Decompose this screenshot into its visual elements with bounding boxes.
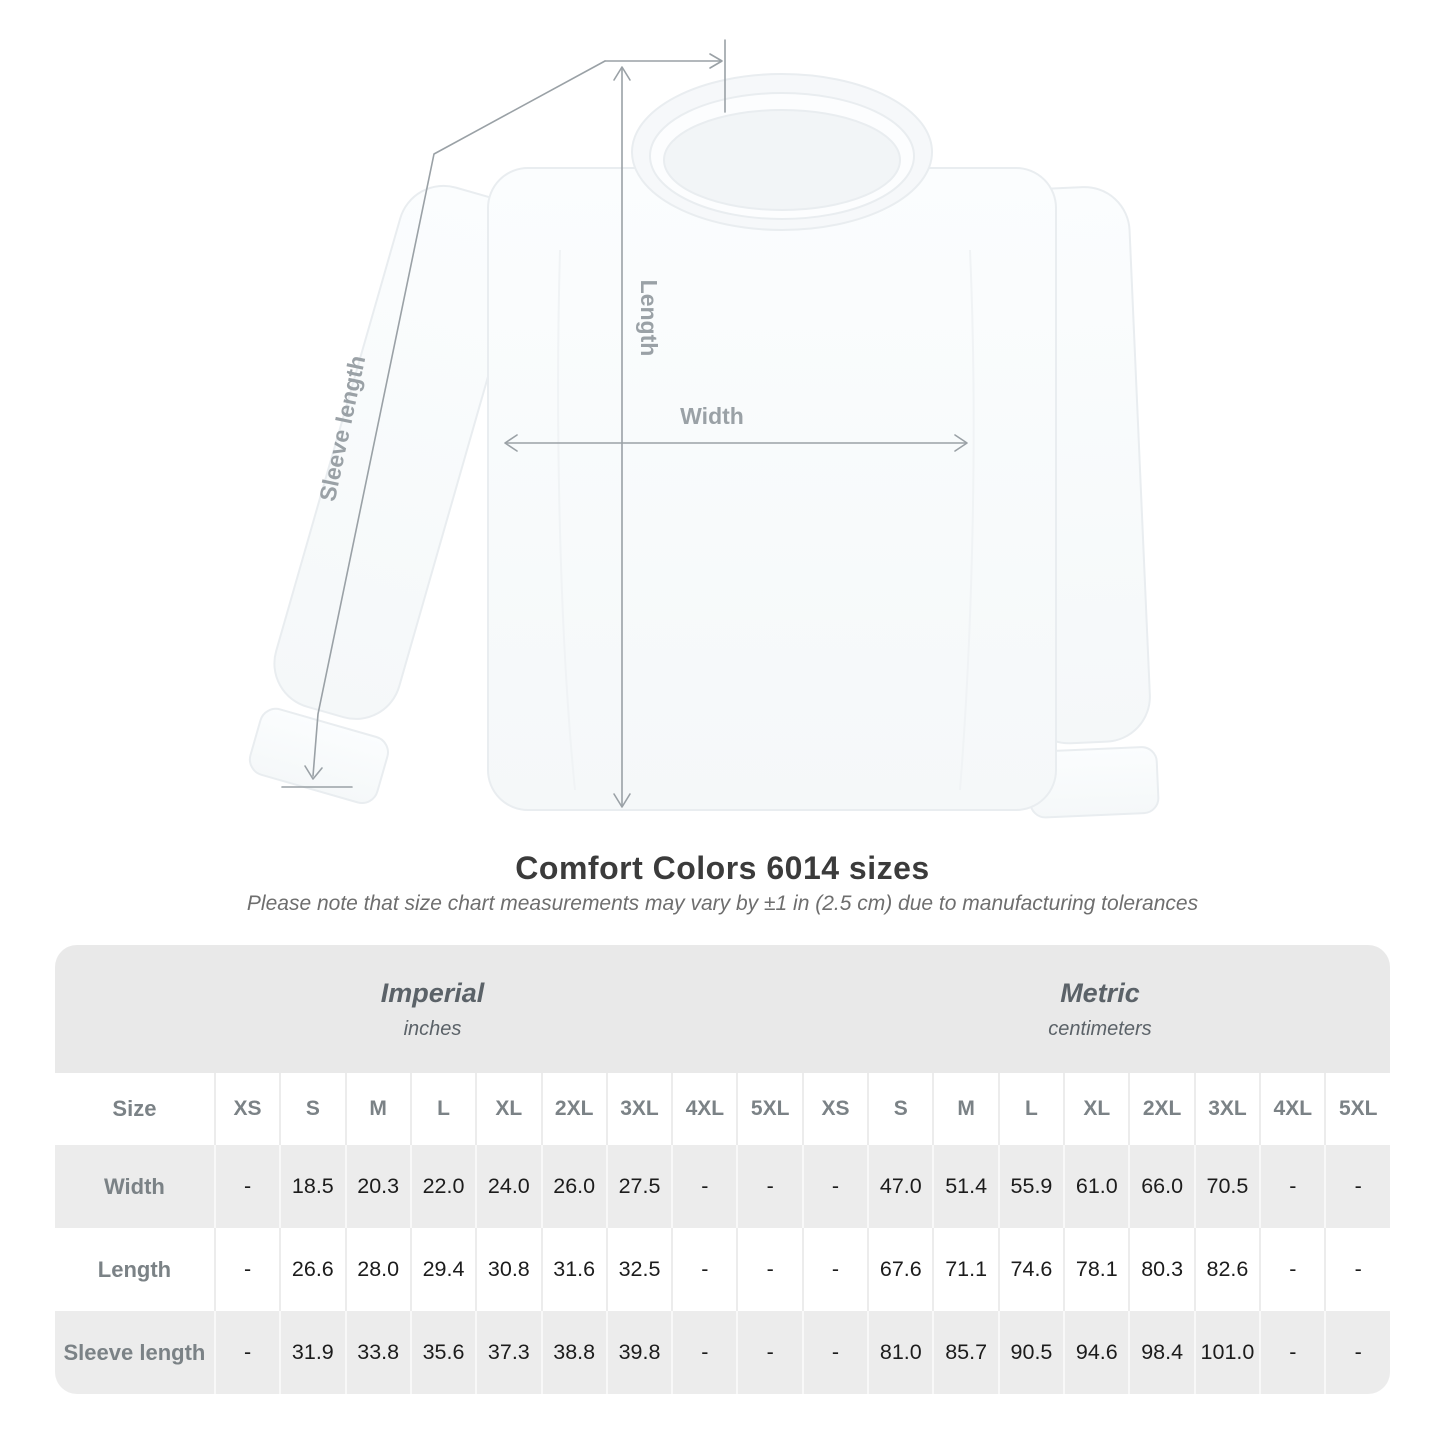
table-cell: - [214,1228,279,1311]
size-header-cell: XL [1063,1073,1128,1145]
row-label: Width [103,1173,165,1199]
table-row-sleeve-length [55,1311,1390,1394]
table-cell: - [736,1228,801,1311]
table-cell: 35.6 [410,1311,475,1394]
imperial-title: Imperial [380,977,485,1008]
table-cell: 33.8 [345,1311,410,1394]
table-cell: 20.3 [345,1145,410,1228]
length-label: Length [636,279,662,357]
metric-header [810,945,1390,1073]
table-cell: 32.5 [606,1228,671,1311]
sleeve-length-label: Sleeve length [314,353,371,504]
imperial-unit: inches [403,1017,462,1040]
size-column-header: Size [112,1096,157,1121]
table-row-length [55,1228,1390,1311]
table-cell: - [214,1145,279,1228]
imperial-header [55,945,810,1073]
size-header-cell: S [279,1073,344,1145]
table-cell: 67.6 [867,1228,932,1311]
table-cell: 27.5 [606,1145,671,1228]
size-header-cell: L [998,1073,1063,1145]
table-cell: 94.6 [1063,1311,1128,1394]
table-cell: 81.0 [867,1311,932,1394]
row-label: Sleeve length [63,1339,206,1365]
table-cell: - [802,1228,867,1311]
shirt-left-cuff [246,705,392,807]
table-cell: - [671,1228,736,1311]
table-cell: - [1259,1145,1324,1228]
table-cell: 101.0 [1194,1311,1259,1394]
table-cell: 61.0 [1063,1145,1128,1228]
table-cell: 26.0 [541,1145,606,1228]
table-cell: 24.0 [475,1145,540,1228]
table-cell: 70.5 [1194,1145,1259,1228]
table-cell: 47.0 [867,1145,932,1228]
row-label: Length [97,1256,172,1282]
table-cell: 98.4 [1128,1311,1193,1394]
size-header-cell: 2XL [1128,1073,1193,1145]
table-cell: 30.8 [475,1228,540,1311]
size-header-row [55,1073,1390,1145]
table-cell: - [802,1145,867,1228]
size-header-cell: 3XL [606,1073,671,1145]
size-header-cell: M [932,1073,997,1145]
table-cell: 82.6 [1194,1228,1259,1311]
table-cell: 51.4 [932,1145,997,1228]
table-cell: 90.5 [998,1311,1063,1394]
size-header-cell: 5XL [736,1073,801,1145]
size-header-cell: XS [214,1073,279,1145]
table-cell: 80.3 [1128,1228,1193,1311]
table-cell: 28.0 [345,1228,410,1311]
table-cell: 39.8 [606,1311,671,1394]
table-cell: - [802,1311,867,1394]
table-cell: 78.1 [1063,1228,1128,1311]
table-cell: 26.6 [279,1228,344,1311]
table-cell: 38.8 [541,1311,606,1394]
table-cell: 37.3 [475,1311,540,1394]
shirt-graphic [246,74,1159,818]
unit-header-strip [55,945,1390,1073]
table-cell: 29.4 [410,1228,475,1311]
size-header-cell: 5XL [1324,1073,1390,1145]
table-cell: - [214,1311,279,1394]
table-cell: - [1324,1145,1390,1228]
shirt-collar-opening [664,110,900,210]
table-cell: - [1324,1311,1390,1394]
tolerance-note: Please note that size chart measurements may vary by ±1 in (2.5 cm) due to manufacturing tolerances [246,892,1199,915]
table-cell: 66.0 [1128,1145,1193,1228]
size-header-cell: L [410,1073,475,1145]
size-header-cell: 4XL [671,1073,736,1145]
size-header-cell: M [345,1073,410,1145]
size-chart-table [55,945,1390,1394]
table-row-width [55,1145,1390,1228]
table-cell: 85.7 [932,1311,997,1394]
width-label: Width [680,403,744,429]
table-cell: 18.5 [279,1145,344,1228]
metric-unit: centimeters [1048,1017,1152,1040]
table-cell: - [671,1145,736,1228]
title-block [0,849,1445,919]
table-cell: 74.6 [998,1228,1063,1311]
size-header-cell: 4XL [1259,1073,1324,1145]
metric-title: Metric [1060,977,1140,1008]
table-cell: 55.9 [998,1145,1063,1228]
measurements-grid [55,1073,1390,1394]
table-cell: - [736,1311,801,1394]
table-cell: - [1259,1311,1324,1394]
table-cell: 31.6 [541,1228,606,1311]
size-header-cell: 3XL [1194,1073,1259,1145]
size-header-cell: XL [475,1073,540,1145]
table-cell: - [1324,1228,1390,1311]
size-header-cell: XS [802,1073,867,1145]
table-cell: 22.0 [410,1145,475,1228]
page-title: Comfort Colors 6014 sizes [515,850,930,886]
size-header-cell: S [867,1073,932,1145]
table-cell: 31.9 [279,1311,344,1394]
table-cell: - [1259,1228,1324,1311]
table-cell: - [736,1145,801,1228]
table-cell: 71.1 [932,1228,997,1311]
size-header-cell: 2XL [541,1073,606,1145]
table-cell: - [671,1311,736,1394]
